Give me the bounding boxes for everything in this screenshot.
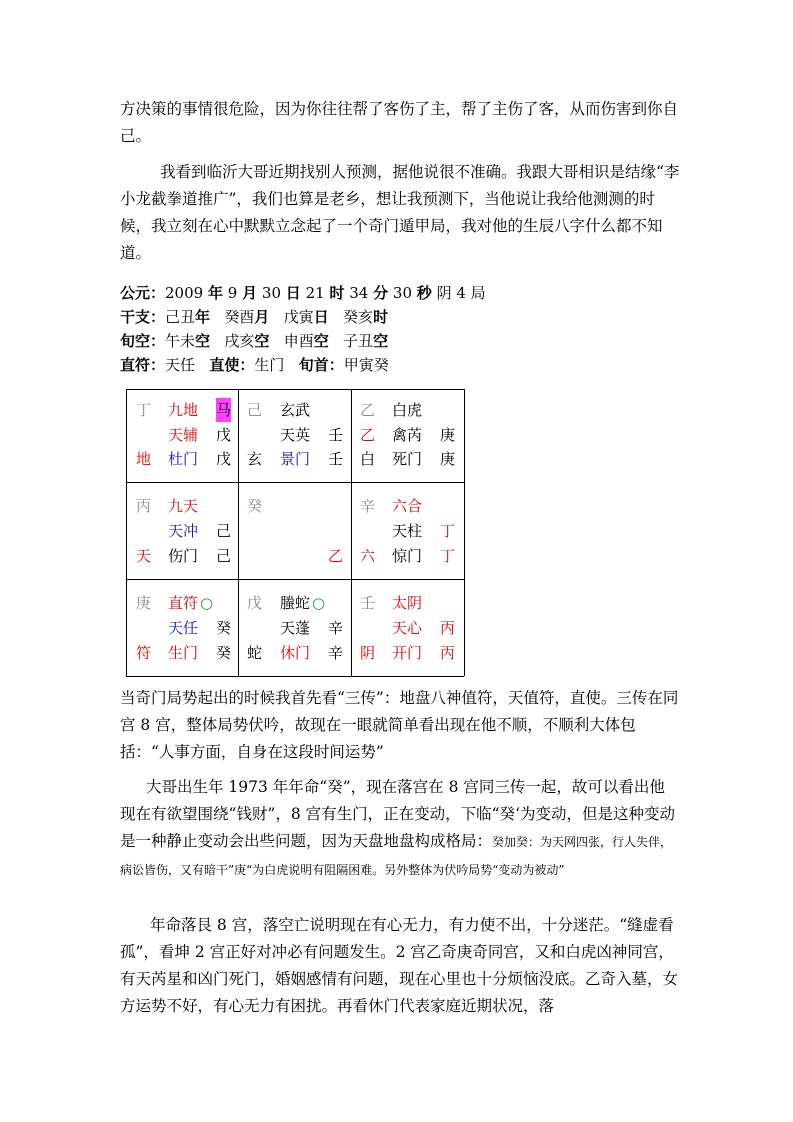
qimen-chart [120, 384, 468, 680]
row-3a: 庚 直符 ○ 戊 螣蛇 ○ 壬 太阴 [120, 591, 139, 615]
row-3b: 天任 癸 天蓬 辛 天心 丙 [168, 619, 456, 637]
paragraph-1: 方决策的事情很危险，因为你往往帮了客伤了主，帮了主伤了客，从而伤害到你自己。 [120, 100, 679, 145]
paragraph-5: 年命落艮 8 宫，落空亡说明现在有心无力，有力使不出，十分迷茫。“缝虚看孤”，看坤 2 宫正好对冲必有问题发生。2 宫乙奇庚奇同宫，又和白虎凶神同宫，有天芮星和凶门死门，婚姻感情有问题，现在心里也十分烦恼没底。乙奇入墓，女方运势不好，有心无力有困扰。再看休门代表家庭近期状况，落 [120, 916, 679, 1015]
grid-line-col2 [351, 389, 352, 676]
grid-line-col1 [238, 389, 239, 676]
paragraph-2: 我看到临沂大哥近期找别人预测，据他说很不准确。我跟大哥相识是结缘“李小龙截拳道推广”，我们也算是老乡，想让我预测下，当他说让我给他测测的时候，我立刻在心中默默立念起了一个奇门遁甲局，我对他的生辰八字什么都不知道。 [120, 163, 680, 262]
row-2c: 天 伤门 己 乙 六 惊门 丁 [136, 547, 456, 565]
grid-line-1 [126, 482, 464, 483]
paragraph-4: 大哥出生年 1973 年年命“癸”，现在落宫在 8 宫同三传一起，故可以看出他现在有欲望围绕“钱财”，8 宫有生门，正在变动，下临“癸‘为变动，但是这种变动是一种静止变动会出些问题，因为天盘地盘构成格局：癸加癸：为天网四张，行人失伴，病讼皆伤，又有暗干”庚“为白虎说明有阻隔困难。另外整体为伏吟局势“变动为被动” [120, 778, 675, 877]
row-2b: 天冲 己 天柱 丁 [168, 522, 456, 540]
paragraph-3: 当奇门局势起出的时候我首先看“三传”：地盘八神值符，天值符，直使。三传在同宫 8 宫，整体局势伏吟，故现在一眼就简单看出现在他不顺，不顺利大体包括：“人事方面，自身在这段时间运势” [120, 689, 679, 761]
grid-line-top [126, 389, 464, 390]
row-1a: 丁 九地 马 己 玄武 乙 白虎 [120, 398, 139, 422]
grid-line-2 [126, 579, 464, 580]
info-line-xunkong: 旬空：午未空 戌亥空 申酉空 子丑空 [120, 332, 389, 350]
horse-marker: 马 [216, 398, 231, 422]
info-line-gongyuan: 公元：2009 年 9 月 30 日 21 时 34 分 30 秒 阴 4 局 [120, 284, 486, 302]
row-1c: 地 杜门 戊 玄 景门 壬 白 死门 庚 [136, 450, 456, 468]
row-2a: 丙 九天 癸 辛 六合 [136, 497, 423, 515]
empty-circle-marker: ○ [312, 594, 326, 612]
row-3c: 符 生门 癸 蛇 休门 辛 阴 开门 丙 [136, 644, 456, 662]
empty-circle-marker: ○ [200, 594, 214, 612]
grid-line-bottom [126, 676, 464, 677]
info-line-ganzhi: 干支：己丑年 癸酉月 戊寅日 癸亥时 [120, 308, 389, 326]
paragraph-4-note: 癸加癸：为天网四张，行人失伴，病讼皆伤，又有暗干”庚“为白虎说明有阻隔困难。另外整体为伏吟局势“变动为被动” [120, 835, 673, 877]
row-1b: 天辅 戊 天英 壬 乙 禽芮 庚 [168, 426, 456, 444]
info-line-zhifu: 直符：天任 直使：生门 旬首：甲寅癸 [120, 356, 389, 374]
grid-line-right [464, 389, 465, 676]
